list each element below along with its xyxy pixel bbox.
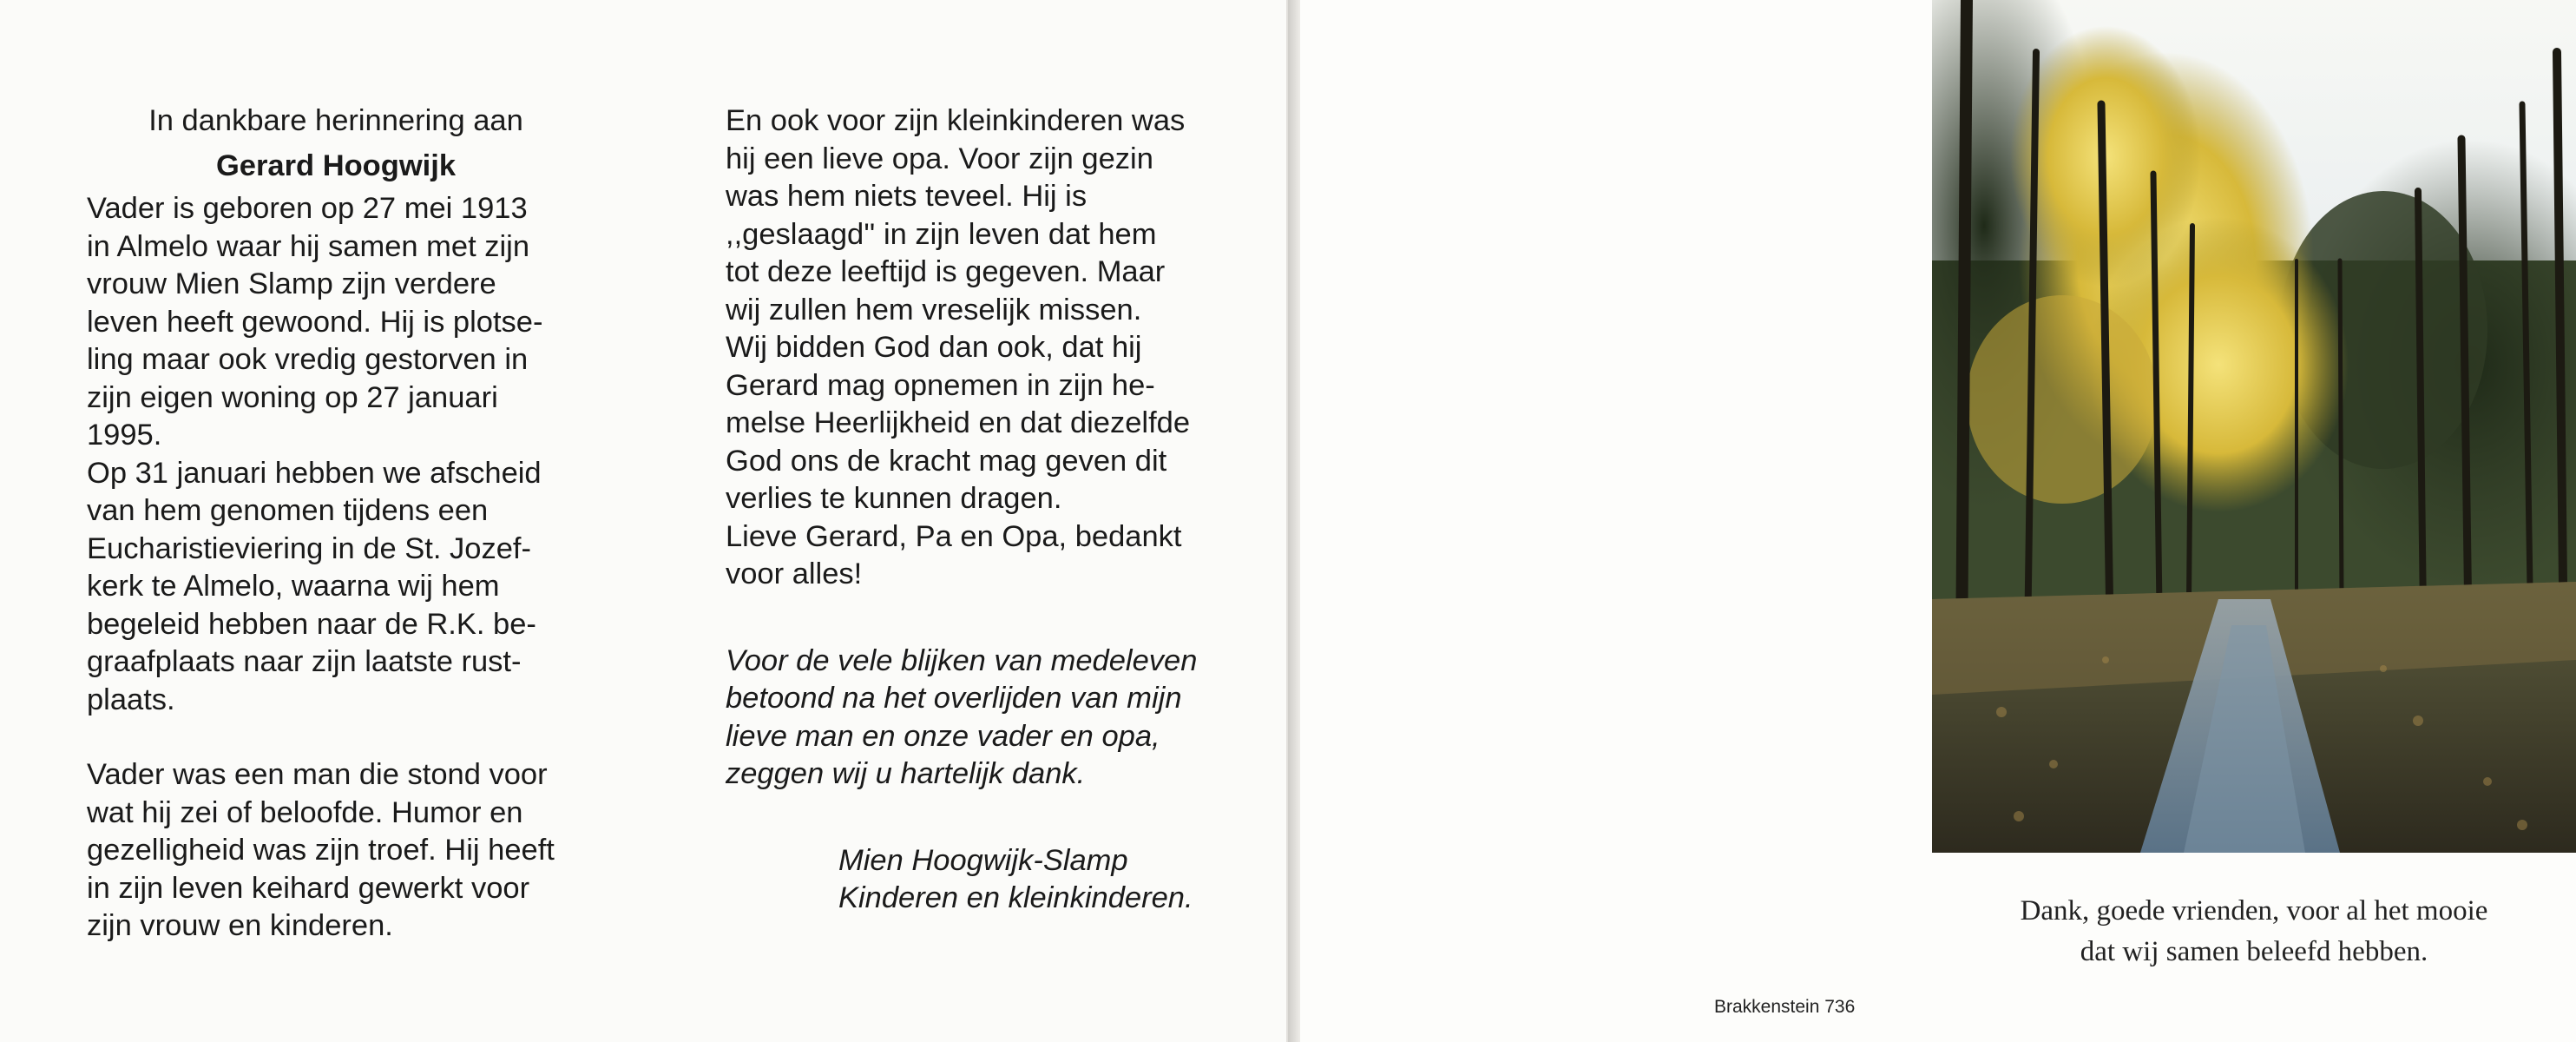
text-line: Gerard mag opnemen in zijn he- [726, 368, 1155, 402]
text-line: zijn vrouw en kinderen. [87, 909, 393, 942]
bio-paragraph-2 [87, 455, 585, 720]
text-line: 1995. [87, 419, 162, 452]
text-line: hij een lieve opa. Voor zijn gezin [726, 142, 1153, 175]
text-line: zijn eigen woning op 27 januari [87, 380, 498, 414]
text-line: voor alles! [726, 557, 863, 590]
text-line: van hem genomen tijdens een [87, 494, 489, 527]
text-line: wat hij zei of beloofde. Humor en [87, 795, 523, 829]
text-line: vrouw Mien Slamp zijn verdere [87, 267, 496, 300]
autumn-forest-photo [1932, 0, 2576, 853]
text-line: melse Heerlijkheid en dat diezelfde [726, 406, 1191, 439]
text-line: begeleid hebben naar de R.K. be- [87, 607, 536, 641]
text-line: in zijn leven keihard gewerkt voor [87, 871, 530, 905]
text-line: Mien Hoogwijk-Slamp [838, 843, 1128, 877]
text-line: ling maar ook vredig gestorven in [87, 343, 529, 376]
text-line: Lieve Gerard, Pa en Opa, bedankt [726, 519, 1182, 553]
text-line: Op 31 januari hebben we afscheid [87, 456, 542, 490]
text-line: Eucharistieviering in de St. Jozef- [87, 531, 531, 565]
memorial-heading: In dankbare herinnering aan [148, 104, 523, 137]
text-line: kerk te Almelo, waarna wij hem [87, 570, 500, 603]
text-line: verlies te kunnen dragen. [726, 482, 1062, 515]
text-line: ,,geslaagd'' in zijn leven dat hem [726, 217, 1157, 251]
text-line: lieve man en onze vader en opa, [726, 719, 1160, 753]
text-line: was hem niets teveel. Hij is [726, 180, 1088, 213]
bio-paragraph-1 [87, 190, 585, 455]
text-line: leven heeft gewoond. Hij is plotse- [87, 305, 543, 339]
text-line: wij zullen hem vreselijk missen. [726, 293, 1142, 326]
text-column-1 [87, 102, 585, 946]
printer-mark: Brakkenstein 736 [1714, 997, 1856, 1017]
text-line: zeggen wij u hartelijk dank. [726, 757, 1086, 790]
text-line: Wij bidden God dan ook, dat hij [726, 331, 1142, 364]
text-line: tot deze leeftijd is gegeven. Maar [726, 255, 1166, 288]
caption-line: Dank, goede vrienden, voor al het mooie [2020, 895, 2488, 927]
text-line: in Almelo waar hij samen met zijn [87, 229, 530, 263]
text-line: En ook voor zijn kleinkinderen was [726, 104, 1186, 137]
text-column-2 [726, 102, 1224, 918]
text-line: Vader is geboren op 27 mei 1913 [87, 192, 528, 225]
text-line: God ons de kracht mag geven dit [726, 444, 1167, 478]
text-line: Voor de vele blijken van medeleven [726, 643, 1198, 677]
text-line: Kinderen en kleinkinderen. [838, 881, 1193, 914]
bio-paragraph-3 [87, 756, 585, 946]
text-line: plaats. [87, 683, 175, 716]
text-line: graafplaats naar zijn laatste rust- [87, 645, 522, 678]
text-line: Vader was een man die stond voor [87, 758, 548, 791]
farewell-paragraph [726, 518, 1224, 594]
text-line: gezelligheid was zijn troef. Hij heeft [87, 834, 555, 867]
photo-caption [1932, 891, 2576, 973]
family-signature [838, 842, 1224, 918]
text-line: betoond na het overlijden van mijn [726, 682, 1182, 715]
caption-line: dat wij samen beleefd hebben. [2080, 936, 2428, 967]
thanks-note [726, 643, 1224, 794]
deceased-name: Gerard Hoogwijk [215, 148, 457, 182]
bio-paragraph-4 [726, 102, 1224, 518]
card-fold [1288, 0, 1298, 1042]
